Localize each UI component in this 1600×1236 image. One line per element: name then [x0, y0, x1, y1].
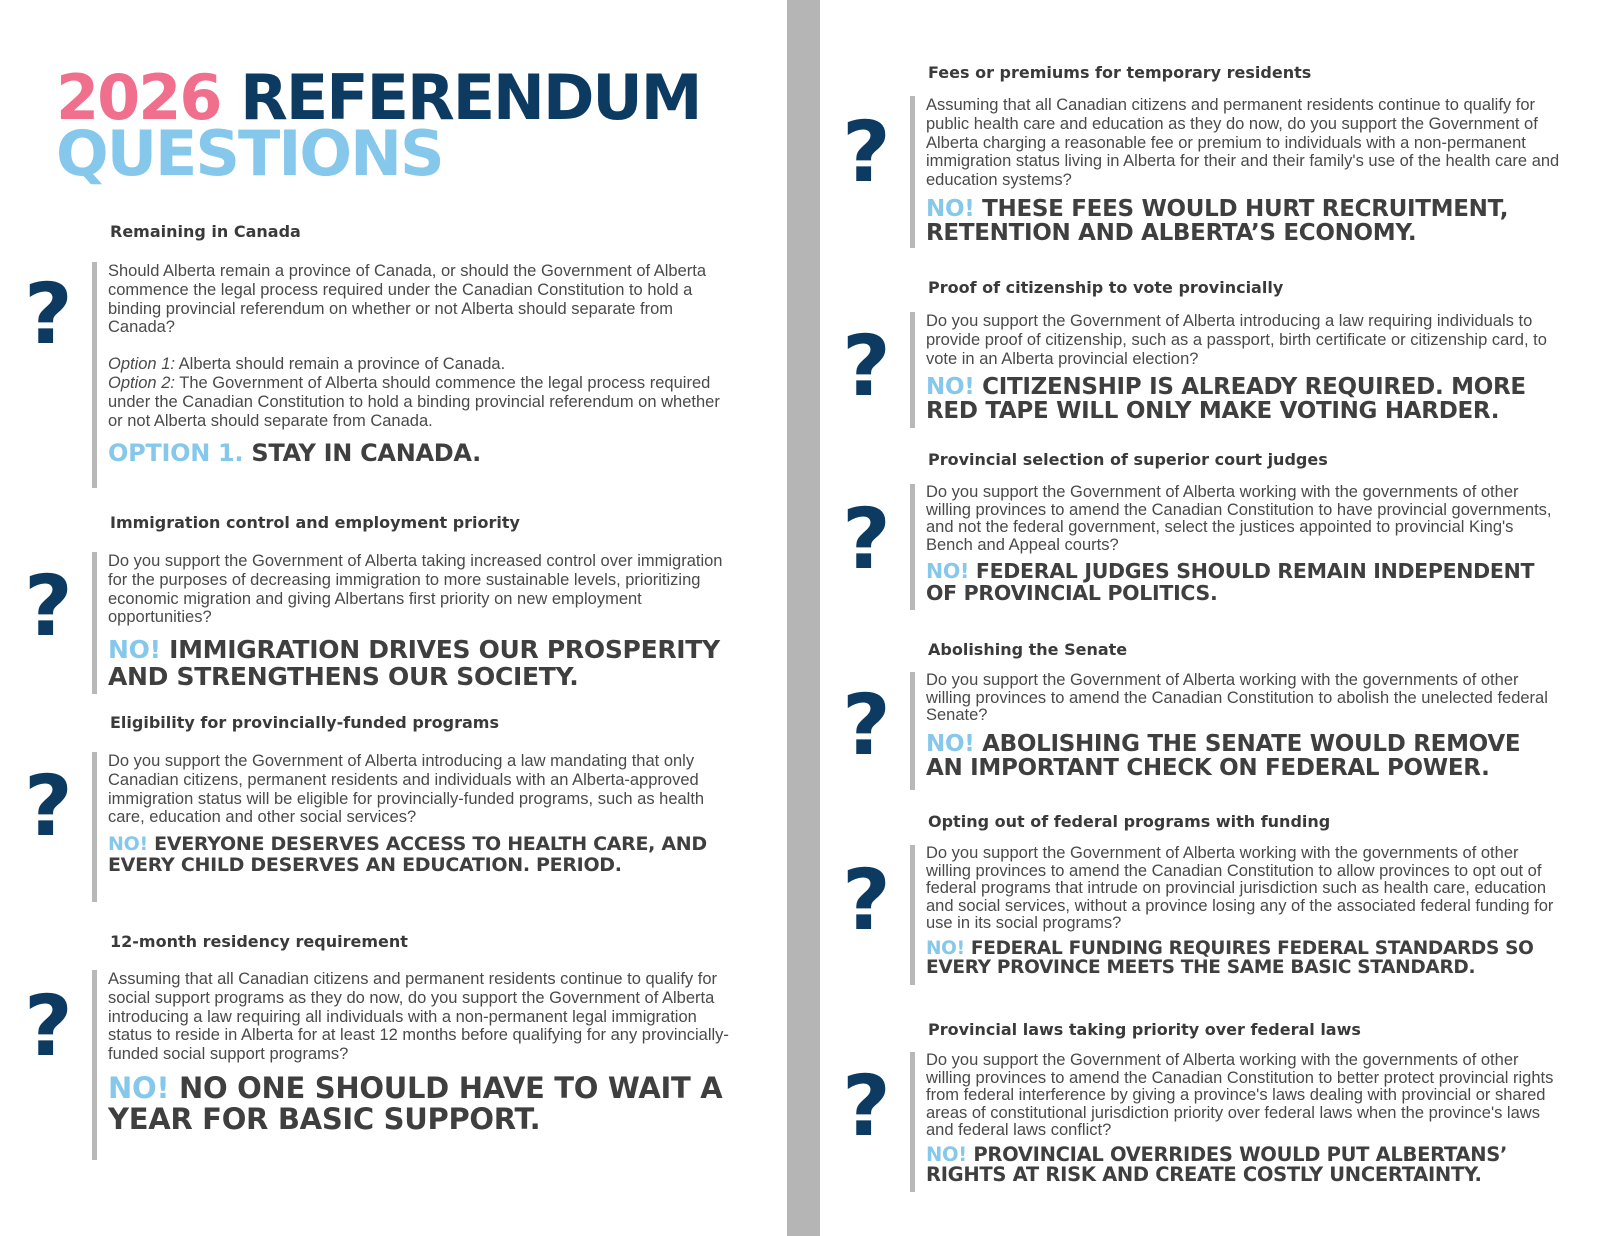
answer: NO! CITIZENSHIP IS ALREADY REQUIRED. MORE RED TAPE WILL ONLY MAKE VOTING HARDER.	[926, 374, 1526, 425]
answer: NO! FEDERAL JUDGES SHOULD REMAIN INDEPENDENT OF PROVINCIAL POLITICS.	[926, 559, 1535, 605]
answer: NO! THESE FEES WOULD HURT RECRUITMENT, RETENTION AND ALBERTA’S ECONOMY.	[926, 195, 1509, 246]
question-mark-icon: ?	[842, 851, 891, 949]
question-body	[910, 845, 1560, 985]
question-body	[92, 752, 732, 902]
question-text: Assuming that all Canadian citizens and permanent residents continue to qualify for public health care and education as they do now, do you support the Government of Alberta charging a reasonable fee or premium to individuals with a non-permanent immigration status living in Alberta for their and their family's use of the health care and education systems?	[926, 96, 1560, 190]
question-text: Do you support the Government of Alberta working with the governments of other willing provinces to amend the Canadian Constitution to abolish the unelected federal Senate?	[926, 671, 1548, 724]
question-text: Do you support the Government of Alberta working with the governments of other willing provinces to amend the Canadian Constitution to better protect provincial rights from federal interference by giving a province's laws dealing with provincial or shared areas of constitutional jurisdiction priority over federal laws when the province's laws and federal laws conflict?	[926, 1051, 1554, 1139]
page-title	[56, 61, 701, 190]
question-mark-icon: ?	[24, 265, 73, 363]
question-title: Provincial laws taking priority over federal laws	[928, 1020, 1361, 1039]
answer: NO! IMMIGRATION DRIVES OUR PROSPERITY AND STRENGTHENS OUR SOCIETY.	[108, 635, 720, 692]
question-body	[92, 970, 742, 1160]
answer: NO! EVERYONE DESERVES ACCESS TO HEALTH CARE, AND EVERY CHILD DESERVES AN EDUCATION. PERIOD.	[108, 833, 707, 877]
question-body	[910, 484, 1560, 610]
question-text: Do you support the Government of Alberta working with the governments of other willing provinces to amend the Canadian Constitution to allow provinces to opt out of federal programs that intrude on provincial jurisdiction such as health care, education and social services, without a province losing any of the associated federal funding for use in its social programs?	[926, 844, 1554, 932]
question-title: Provincial selection of superior court judges	[928, 450, 1328, 469]
question-mark-icon: ?	[24, 977, 73, 1075]
question-title: Immigration control and employment priority	[110, 513, 520, 532]
question-body	[910, 312, 1560, 428]
question-body	[92, 552, 742, 694]
question-text: Do you support the Government of Alberta introducing a law mandating that only Canadian citizens, permanent residents and individuals with an Alberta-approved immigration status will be eligible for provincially-funded programs, such as health care, education and other social services?	[108, 752, 705, 827]
question-title: Fees or premiums for temporary residents	[928, 63, 1312, 82]
option-2: Option 2: The Government of Alberta should commence the legal process required under the Canadian Constitution to hold a binding provincial referendum on whether or not Alberta should separate from Canada.	[108, 373, 720, 430]
question-body	[910, 96, 1560, 248]
question-mark-icon: ?	[24, 757, 73, 855]
question-title: Abolishing the Senate	[928, 640, 1128, 659]
question-mark-icon: ?	[842, 317, 891, 415]
title-year: 2026	[56, 61, 221, 134]
question-title: Proof of citizenship to vote provincially	[928, 278, 1284, 297]
question-title: Opting out of federal programs with funding	[928, 812, 1331, 831]
answer: NO! ABOLISHING THE SENATE WOULD REMOVE AN IMPORTANT CHECK ON FEDERAL POWER.	[926, 730, 1521, 781]
answer: NO! FEDERAL FUNDING REQUIRES FEDERAL STANDARDS SO EVERY PROVINCE MEETS THE SAME BASIC STANDARD.	[926, 937, 1534, 978]
question-mark-icon: ?	[842, 490, 891, 588]
question-title: Eligibility for provincially-funded programs	[110, 713, 499, 732]
answer: NO! PROVINCIAL OVERRIDES WOULD PUT ALBERTANS’ RIGHTS AT RISK AND CREATE COSTLY UNCERTAINTY.	[926, 1142, 1508, 1186]
question-text: Do you support the Government of Alberta introducing a law requiring individuals to provide proof of citizenship, such as a passport, birth certificate or citizenship card, to vote in an Alberta provincial election?	[926, 312, 1547, 368]
page-divider	[787, 0, 820, 1236]
question-body	[910, 1052, 1560, 1192]
question-mark-icon: ?	[842, 676, 891, 774]
question-title: 12-month residency requirement	[110, 932, 408, 951]
answer: NO! NO ONE SHOULD HAVE TO WAIT A YEAR FOR BASIC SUPPORT.	[108, 1070, 723, 1136]
answer: OPTION 1. STAY IN CANADA.	[108, 439, 481, 468]
title-subtitle: QUESTIONS	[56, 117, 443, 190]
option-1: Option 1: Alberta should remain a province of Canada.	[108, 355, 506, 374]
question-body	[92, 262, 732, 488]
question-mark-icon: ?	[24, 557, 73, 655]
question-mark-icon: ?	[842, 1057, 891, 1155]
question-title: Remaining in Canada	[110, 222, 301, 241]
question-text: Should Alberta remain a province of Canada, or should the Government of Alberta commence the legal process required under the Canadian Constitution to hold a binding provincial referendum on whether or not Alberta should separate from Canada?	[108, 262, 707, 337]
question-text: Do you support the Government of Alberta working with the governments of other willing provinces to amend the Canadian Constitution to have provincial governments, and not the federal government, select the justices appointed to provincial King's Bench and Appeal courts?	[926, 483, 1552, 554]
question-body	[910, 672, 1560, 790]
title-word: REFERENDUM	[240, 61, 701, 134]
question-mark-icon: ?	[842, 103, 891, 201]
question-text: Do you support the Government of Alberta taking increased control over immigration for the purposes of decreasing immigration to more sustainable levels, prioritizing economic migration and giving Albertans first priority on new employment opportunities?	[108, 552, 723, 627]
question-text: Assuming that all Canadian citizens and permanent residents continue to qualify for social support programs as they do now, do you support the Government of Alberta introducing a law requiring all individuals with a non-permanent legal immigration status to reside in Alberta for at least 12 months before qualifying for any provincially-funded social support programs?	[108, 970, 729, 1064]
